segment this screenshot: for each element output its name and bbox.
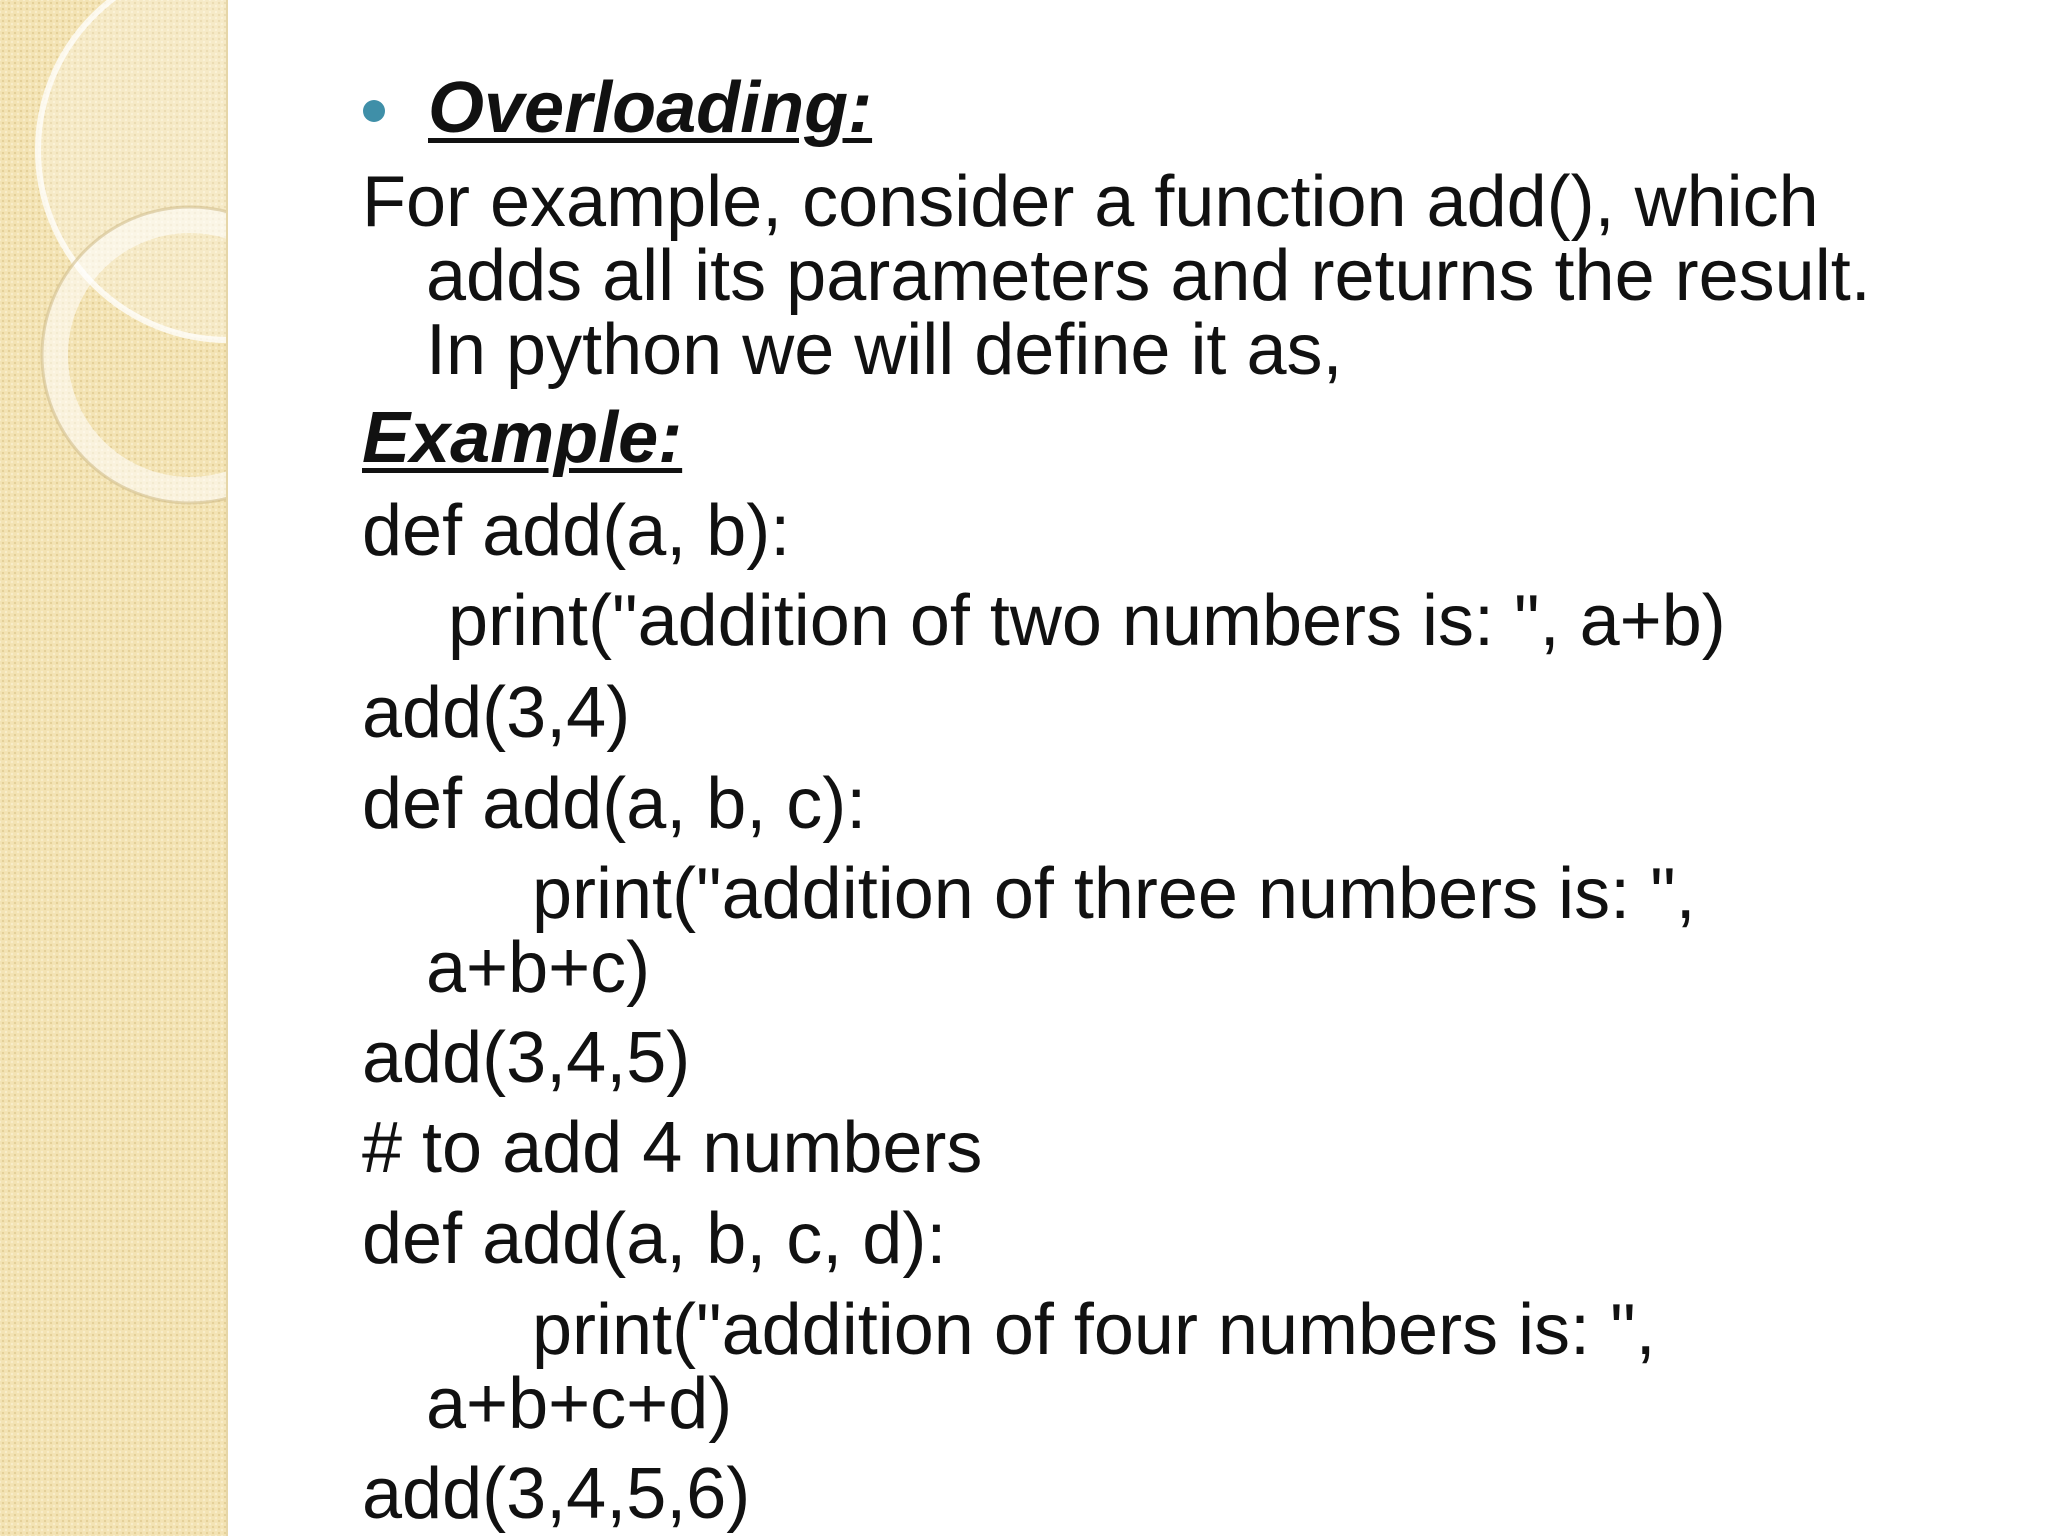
intro-line: For example, consider a function add(), which — [362, 162, 1819, 242]
code-line: add(3,4,5) — [362, 1018, 691, 1098]
code-line: print("addition of three numbers is: ", — [532, 854, 1696, 934]
side-panel-edge — [226, 0, 228, 1536]
code-line: def add(a, b, c): — [362, 764, 867, 844]
code-line: print("addition of two numbers is: ", a+b) — [448, 581, 1726, 661]
code-line: add(3,4,5,6) — [362, 1454, 751, 1534]
code-line: def add(a, b): — [362, 491, 791, 571]
example-label: Example: — [362, 398, 683, 478]
code-line: a+b+c+d) — [426, 1364, 733, 1444]
decorative-circles-graphic — [0, 0, 228, 520]
code-line: def add(a, b, c, d): — [362, 1199, 947, 1279]
bullet-icon — [363, 100, 385, 122]
intro-line: adds all its parameters and returns the result. — [426, 236, 1871, 316]
slide-heading: Overloading: — [428, 68, 873, 148]
code-line: # to add 4 numbers — [362, 1108, 983, 1188]
decorative-side-panel — [0, 0, 228, 1536]
code-line: add(3,4) — [362, 673, 631, 753]
intro-line: In python we will define it as, — [426, 310, 1343, 390]
code-line: print("addition of four numbers is: ", — [532, 1290, 1656, 1370]
code-line: a+b+c) — [426, 928, 651, 1008]
